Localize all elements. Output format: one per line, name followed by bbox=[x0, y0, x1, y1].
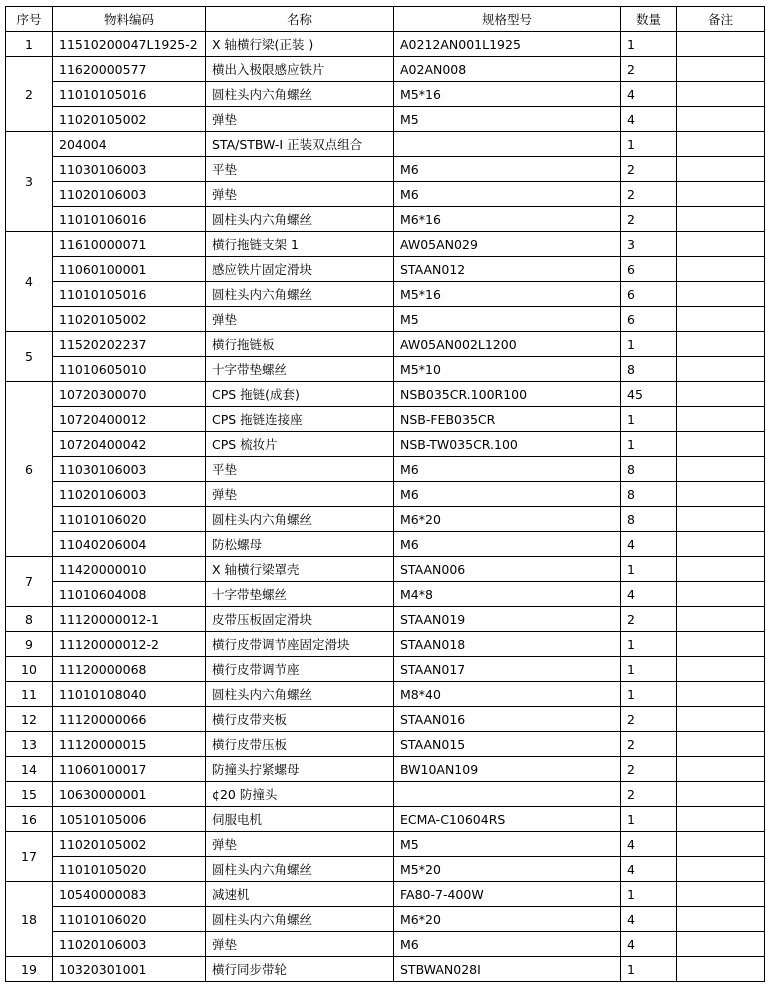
table-row bbox=[6, 832, 765, 857]
seq-cell: 15 bbox=[6, 782, 53, 807]
remark-cell bbox=[677, 482, 765, 507]
spec-model-cell: M5*20 bbox=[394, 857, 621, 882]
name-cell: STA/STBW-I 正装双点组合 bbox=[206, 132, 394, 157]
remark-cell bbox=[677, 232, 765, 257]
table-row bbox=[6, 132, 765, 157]
remark-cell bbox=[677, 57, 765, 82]
quantity-cell: 1 bbox=[621, 657, 677, 682]
spec-model-cell: STAAN017 bbox=[394, 657, 621, 682]
remark-cell bbox=[677, 132, 765, 157]
quantity-cell: 8 bbox=[621, 482, 677, 507]
seq-cell: 7 bbox=[6, 557, 53, 607]
quantity-cell: 8 bbox=[621, 507, 677, 532]
name-cell: 防松螺母 bbox=[206, 532, 394, 557]
remark-cell bbox=[677, 557, 765, 582]
quantity-cell: 1 bbox=[621, 132, 677, 157]
remark-cell bbox=[677, 357, 765, 382]
remark-cell bbox=[677, 632, 765, 657]
quantity-cell: 1 bbox=[621, 557, 677, 582]
name-cell: 横行同步带轮 bbox=[206, 957, 394, 982]
spec-model-cell: M6*20 bbox=[394, 507, 621, 532]
spec-model-cell: M6 bbox=[394, 457, 621, 482]
remark-cell bbox=[677, 957, 765, 982]
material-code-cell: 11010106020 bbox=[53, 507, 206, 532]
material-code-cell: 11060100017 bbox=[53, 757, 206, 782]
spec-model-cell: M6*20 bbox=[394, 907, 621, 932]
material-code-cell: 11120000012-2 bbox=[53, 632, 206, 657]
material-code-cell: 11520202237 bbox=[53, 332, 206, 357]
quantity-cell: 2 bbox=[621, 57, 677, 82]
quantity-cell: 4 bbox=[621, 532, 677, 557]
spec-model-cell: STAAN012 bbox=[394, 257, 621, 282]
quantity-cell: 1 bbox=[621, 432, 677, 457]
remark-cell bbox=[677, 532, 765, 557]
material-code-cell: 10510105006 bbox=[53, 807, 206, 832]
name-cell: 横行皮带夹板 bbox=[206, 707, 394, 732]
name-cell: 十字带垫螺丝 bbox=[206, 582, 394, 607]
header-material-code: 物料编码 bbox=[53, 7, 206, 32]
spec-model-cell: STAAN016 bbox=[394, 707, 621, 732]
table-row bbox=[6, 507, 765, 532]
table-row bbox=[6, 82, 765, 107]
material-code-cell: 11010105016 bbox=[53, 82, 206, 107]
table-row bbox=[6, 807, 765, 832]
bom-body bbox=[6, 32, 765, 982]
material-code-cell: 11010106020 bbox=[53, 907, 206, 932]
remark-cell bbox=[677, 757, 765, 782]
material-code-cell: 10720400042 bbox=[53, 432, 206, 457]
header-quantity: 数量 bbox=[621, 7, 677, 32]
name-cell: X 轴横行梁罩壳 bbox=[206, 557, 394, 582]
name-cell: 弹垫 bbox=[206, 932, 394, 957]
header-seq: 序号 bbox=[6, 7, 53, 32]
quantity-cell: 8 bbox=[621, 357, 677, 382]
remark-cell bbox=[677, 207, 765, 232]
name-cell: 弹垫 bbox=[206, 107, 394, 132]
quantity-cell: 4 bbox=[621, 932, 677, 957]
material-code-cell: 11020105002 bbox=[53, 107, 206, 132]
table-row bbox=[6, 57, 765, 82]
material-code-cell: 11020106003 bbox=[53, 932, 206, 957]
spec-model-cell: M5 bbox=[394, 307, 621, 332]
name-cell: 横行拖链支架 1 bbox=[206, 232, 394, 257]
name-cell: 横出入极限感应铁片 bbox=[206, 57, 394, 82]
table-row bbox=[6, 182, 765, 207]
table-row bbox=[6, 532, 765, 557]
name-cell: 平垫 bbox=[206, 157, 394, 182]
spec-model-cell: M6 bbox=[394, 157, 621, 182]
material-code-cell: 11420000010 bbox=[53, 557, 206, 582]
remark-cell bbox=[677, 407, 765, 432]
name-cell: 减速机 bbox=[206, 882, 394, 907]
remark-cell bbox=[677, 932, 765, 957]
remark-cell bbox=[677, 182, 765, 207]
name-cell: 弹垫 bbox=[206, 482, 394, 507]
seq-cell: 14 bbox=[6, 757, 53, 782]
name-cell: 皮带压板固定滑块 bbox=[206, 607, 394, 632]
table-row bbox=[6, 232, 765, 257]
material-code-cell: 10720300070 bbox=[53, 382, 206, 407]
table-row bbox=[6, 882, 765, 907]
header-spec-model: 规格型号 bbox=[394, 7, 621, 32]
spec-model-cell: AW05AN002L1200 bbox=[394, 332, 621, 357]
table-row bbox=[6, 157, 765, 182]
spec-model-cell: M6 bbox=[394, 932, 621, 957]
name-cell: 圆柱头内六角螺丝 bbox=[206, 907, 394, 932]
table-row bbox=[6, 707, 765, 732]
table-row bbox=[6, 382, 765, 407]
material-code-cell: 11020105002 bbox=[53, 832, 206, 857]
spec-model-cell: M6 bbox=[394, 532, 621, 557]
spec-model-cell bbox=[394, 132, 621, 157]
material-code-cell: 11120000012-1 bbox=[53, 607, 206, 632]
quantity-cell: 45 bbox=[621, 382, 677, 407]
seq-cell: 11 bbox=[6, 682, 53, 707]
spec-model-cell: M4*8 bbox=[394, 582, 621, 607]
quantity-cell: 2 bbox=[621, 732, 677, 757]
remark-cell bbox=[677, 307, 765, 332]
quantity-cell: 2 bbox=[621, 782, 677, 807]
quantity-cell: 4 bbox=[621, 857, 677, 882]
spec-model-cell: M6*16 bbox=[394, 207, 621, 232]
quantity-cell: 4 bbox=[621, 907, 677, 932]
name-cell: 弹垫 bbox=[206, 832, 394, 857]
quantity-cell: 4 bbox=[621, 832, 677, 857]
seq-cell: 6 bbox=[6, 382, 53, 557]
material-code-cell: 11010108040 bbox=[53, 682, 206, 707]
quantity-cell: 1 bbox=[621, 882, 677, 907]
name-cell: 伺服电机 bbox=[206, 807, 394, 832]
remark-cell bbox=[677, 82, 765, 107]
seq-cell: 2 bbox=[6, 57, 53, 132]
table-row bbox=[6, 582, 765, 607]
material-code-cell: 11010106016 bbox=[53, 207, 206, 232]
remark-cell bbox=[677, 382, 765, 407]
remark-cell bbox=[677, 607, 765, 632]
table-row bbox=[6, 682, 765, 707]
quantity-cell: 1 bbox=[621, 957, 677, 982]
name-cell: 弹垫 bbox=[206, 182, 394, 207]
name-cell: 感应铁片固定滑块 bbox=[206, 257, 394, 282]
remark-cell bbox=[677, 657, 765, 682]
material-code-cell: 11620000577 bbox=[53, 57, 206, 82]
remark-cell bbox=[677, 732, 765, 757]
quantity-cell: 1 bbox=[621, 407, 677, 432]
material-code-cell: 10540000083 bbox=[53, 882, 206, 907]
quantity-cell: 1 bbox=[621, 32, 677, 57]
table-row bbox=[6, 282, 765, 307]
material-code-cell: 11610000071 bbox=[53, 232, 206, 257]
seq-cell: 1 bbox=[6, 32, 53, 57]
quantity-cell: 8 bbox=[621, 457, 677, 482]
name-cell: ¢20 防撞头 bbox=[206, 782, 394, 807]
material-code-cell: 11040206004 bbox=[53, 532, 206, 557]
spec-model-cell: M5*16 bbox=[394, 282, 621, 307]
table-row bbox=[6, 607, 765, 632]
seq-cell: 16 bbox=[6, 807, 53, 832]
header-name: 名称 bbox=[206, 7, 394, 32]
seq-cell: 3 bbox=[6, 132, 53, 232]
name-cell: 平垫 bbox=[206, 457, 394, 482]
table-row bbox=[6, 857, 765, 882]
table-row bbox=[6, 932, 765, 957]
material-code-cell: 11010105016 bbox=[53, 282, 206, 307]
material-code-cell: 11120000066 bbox=[53, 707, 206, 732]
header-remark: 备注 bbox=[677, 7, 765, 32]
table-row bbox=[6, 482, 765, 507]
quantity-cell: 4 bbox=[621, 107, 677, 132]
name-cell: 圆柱头内六角螺丝 bbox=[206, 857, 394, 882]
name-cell: 十字带垫螺丝 bbox=[206, 357, 394, 382]
seq-cell: 19 bbox=[6, 957, 53, 982]
seq-cell: 8 bbox=[6, 607, 53, 632]
name-cell: 横行皮带调节座固定滑块 bbox=[206, 632, 394, 657]
spec-model-cell: M5*10 bbox=[394, 357, 621, 382]
spec-model-cell: M5 bbox=[394, 832, 621, 857]
table-row bbox=[6, 307, 765, 332]
quantity-cell: 1 bbox=[621, 807, 677, 832]
quantity-cell: 2 bbox=[621, 182, 677, 207]
seq-cell: 13 bbox=[6, 732, 53, 757]
spec-model-cell: BW10AN109 bbox=[394, 757, 621, 782]
spec-model-cell: M8*40 bbox=[394, 682, 621, 707]
remark-cell bbox=[677, 507, 765, 532]
table-row bbox=[6, 332, 765, 357]
quantity-cell: 4 bbox=[621, 82, 677, 107]
quantity-cell: 6 bbox=[621, 257, 677, 282]
seq-cell: 4 bbox=[6, 232, 53, 332]
name-cell: 防撞头拧紧螺母 bbox=[206, 757, 394, 782]
spec-model-cell: NSB-TW035CR.100 bbox=[394, 432, 621, 457]
name-cell: 横行皮带调节座 bbox=[206, 657, 394, 682]
table-row bbox=[6, 457, 765, 482]
name-cell: X 轴横行梁(正装 ) bbox=[206, 32, 394, 57]
quantity-cell: 2 bbox=[621, 707, 677, 732]
spec-model-cell: A02AN008 bbox=[394, 57, 621, 82]
spec-model-cell: A0212AN001L1925 bbox=[394, 32, 621, 57]
remark-cell bbox=[677, 582, 765, 607]
material-code-cell: 11010105020 bbox=[53, 857, 206, 882]
remark-cell bbox=[677, 907, 765, 932]
spec-model-cell: NSB-FEB035CR bbox=[394, 407, 621, 432]
seq-cell: 10 bbox=[6, 657, 53, 682]
spec-model-cell: STAAN006 bbox=[394, 557, 621, 582]
quantity-cell: 1 bbox=[621, 632, 677, 657]
spec-model-cell: M5*16 bbox=[394, 82, 621, 107]
material-code-cell: 11060100001 bbox=[53, 257, 206, 282]
header-row bbox=[6, 7, 765, 32]
spec-model-cell: STAAN015 bbox=[394, 732, 621, 757]
quantity-cell: 2 bbox=[621, 157, 677, 182]
remark-cell bbox=[677, 807, 765, 832]
spec-model-cell bbox=[394, 782, 621, 807]
material-code-cell: 204004 bbox=[53, 132, 206, 157]
remark-cell bbox=[677, 457, 765, 482]
table-row bbox=[6, 107, 765, 132]
material-code-cell: 10320301001 bbox=[53, 957, 206, 982]
table-row bbox=[6, 632, 765, 657]
name-cell: 圆柱头内六角螺丝 bbox=[206, 82, 394, 107]
seq-cell: 5 bbox=[6, 332, 53, 382]
remark-cell bbox=[677, 257, 765, 282]
table-row bbox=[6, 732, 765, 757]
name-cell: 圆柱头内六角螺丝 bbox=[206, 282, 394, 307]
bom-table bbox=[5, 6, 765, 982]
table-row bbox=[6, 432, 765, 457]
table-row bbox=[6, 907, 765, 932]
table-row bbox=[6, 757, 765, 782]
remark-cell bbox=[677, 882, 765, 907]
remark-cell bbox=[677, 282, 765, 307]
table-row bbox=[6, 207, 765, 232]
remark-cell bbox=[677, 782, 765, 807]
material-code-cell: 11020105002 bbox=[53, 307, 206, 332]
material-code-cell: 11010604008 bbox=[53, 582, 206, 607]
material-code-cell: 11020106003 bbox=[53, 182, 206, 207]
quantity-cell: 6 bbox=[621, 282, 677, 307]
remark-cell bbox=[677, 707, 765, 732]
name-cell: CPS 梳妆片 bbox=[206, 432, 394, 457]
table-row bbox=[6, 557, 765, 582]
material-code-cell: 11010605010 bbox=[53, 357, 206, 382]
remark-cell bbox=[677, 32, 765, 57]
name-cell: 横行皮带压板 bbox=[206, 732, 394, 757]
material-code-cell: 10720400012 bbox=[53, 407, 206, 432]
quantity-cell: 4 bbox=[621, 582, 677, 607]
table-row bbox=[6, 957, 765, 982]
material-code-cell: 11020106003 bbox=[53, 482, 206, 507]
seq-cell: 9 bbox=[6, 632, 53, 657]
remark-cell bbox=[677, 682, 765, 707]
table-row bbox=[6, 782, 765, 807]
remark-cell bbox=[677, 857, 765, 882]
material-code-cell: 11120000068 bbox=[53, 657, 206, 682]
name-cell: 圆柱头内六角螺丝 bbox=[206, 507, 394, 532]
quantity-cell: 6 bbox=[621, 307, 677, 332]
remark-cell bbox=[677, 432, 765, 457]
name-cell: 圆柱头内六角螺丝 bbox=[206, 207, 394, 232]
remark-cell bbox=[677, 157, 765, 182]
material-code-cell: 10630000001 bbox=[53, 782, 206, 807]
spec-model-cell: M6 bbox=[394, 482, 621, 507]
seq-cell: 17 bbox=[6, 832, 53, 882]
spec-model-cell: AW05AN029 bbox=[394, 232, 621, 257]
spec-model-cell: STAAN018 bbox=[394, 632, 621, 657]
quantity-cell: 2 bbox=[621, 757, 677, 782]
seq-cell: 18 bbox=[6, 882, 53, 957]
quantity-cell: 2 bbox=[621, 207, 677, 232]
table-row bbox=[6, 32, 765, 57]
table-row bbox=[6, 407, 765, 432]
spec-model-cell: FA80-7-400W bbox=[394, 882, 621, 907]
material-code-cell: 11510200047L1925-2 bbox=[53, 32, 206, 57]
quantity-cell: 1 bbox=[621, 682, 677, 707]
remark-cell bbox=[677, 107, 765, 132]
quantity-cell: 1 bbox=[621, 332, 677, 357]
name-cell: 弹垫 bbox=[206, 307, 394, 332]
remark-cell bbox=[677, 332, 765, 357]
name-cell: 圆柱头内六角螺丝 bbox=[206, 682, 394, 707]
material-code-cell: 11120000015 bbox=[53, 732, 206, 757]
table-row bbox=[6, 357, 765, 382]
spec-model-cell: STAAN019 bbox=[394, 607, 621, 632]
name-cell: 横行拖链板 bbox=[206, 332, 394, 357]
material-code-cell: 11030106003 bbox=[53, 457, 206, 482]
table-row bbox=[6, 657, 765, 682]
spec-model-cell: STBWAN028I bbox=[394, 957, 621, 982]
quantity-cell: 3 bbox=[621, 232, 677, 257]
name-cell: CPS 拖链连接座 bbox=[206, 407, 394, 432]
table-row bbox=[6, 257, 765, 282]
name-cell: CPS 拖链(成套) bbox=[206, 382, 394, 407]
spec-model-cell: M6 bbox=[394, 182, 621, 207]
material-code-cell: 11030106003 bbox=[53, 157, 206, 182]
remark-cell bbox=[677, 832, 765, 857]
quantity-cell: 2 bbox=[621, 607, 677, 632]
spec-model-cell: ECMA-C10604RS bbox=[394, 807, 621, 832]
spec-model-cell: M5 bbox=[394, 107, 621, 132]
seq-cell: 12 bbox=[6, 707, 53, 732]
spec-model-cell: NSB035CR.100R100 bbox=[394, 382, 621, 407]
